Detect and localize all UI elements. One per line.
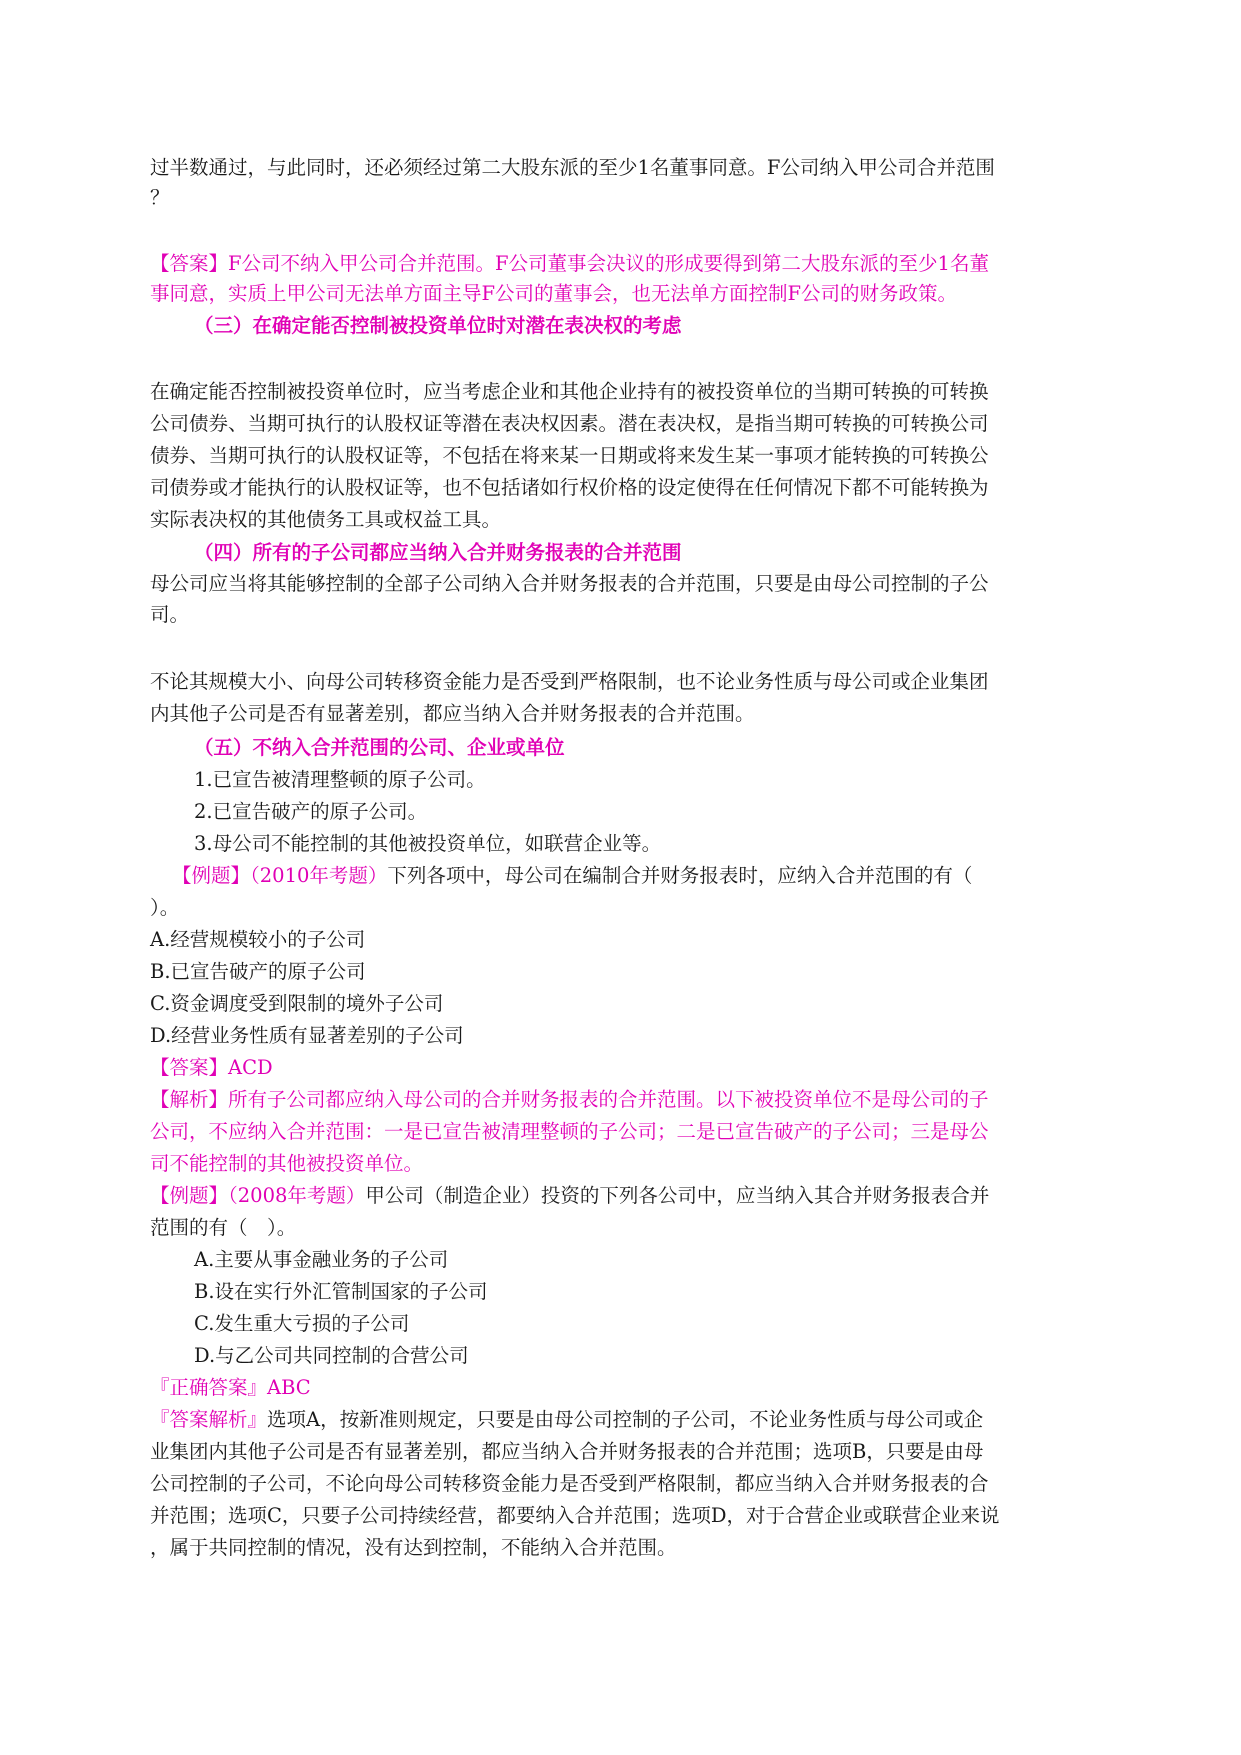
example-question-line [172,861,1112,891]
analysis-line: 公司控制的子公司，不论向母公司转移资金能力是否受到严格限制，都应当纳入合并财务报表的合 [150,1472,989,1495]
analysis-text: 选项A，按新准则规定，只要是由母公司控制的子公司，不论业务性质与母公司或企 [267,1408,984,1431]
option-item: D.经营业务性质有显著差别的子公司 [150,1024,464,1047]
question-text-line: ？ [150,186,170,209]
example-tag: 【例题】（2010年考题） [172,864,388,887]
answer-text-line: 【答案】F公司不纳入甲公司合并范围。F公司董事会决议的形成要得到第二大股东派的至少1名董 [150,252,989,275]
example-question-line: 范围的有（ ）。 [150,1216,297,1239]
section-heading: （四）所有的子公司都应当纳入合并财务报表的合并范围 [194,541,682,564]
example-tag: 【例题】（2008年考题） [150,1184,366,1207]
analysis-line: 并范围；选项C，只要子公司持续经营，都要纳入合并范围；选项D，对于合营企业或联营企业来说 [150,1504,1000,1527]
example-question-text: 下列各项中，母公司在编制合并财务报表时，应纳入合并范围的有（ [387,864,973,887]
option-item: A.经营规模较小的子公司 [150,928,366,951]
option-item: D.与乙公司共同控制的合营公司 [194,1344,469,1367]
answer-line: 【答案】ACD [150,1056,273,1079]
paragraph-line: 公司债券、当期可执行的认股权证等潜在表决权因素。潜在表决权，是指当期可转换的可转换公司 [150,412,989,435]
paragraph-line: 在确定能否控制被投资单位时，应当考虑企业和其他企业持有的被投资单位的当期可转换的可转换 [150,380,989,403]
list-item: 1.已宣告被清理整顿的原子公司。 [194,768,486,791]
question-text-line: 过半数通过，与此同时，还必须经过第二大股东派的至少1名董事同意。F公司纳入甲公司合并范围 [150,156,995,179]
paragraph-line: 债券、当期可执行的认股权证等，不包括在将来某一日期或将来发生某一事项才能转换的可转换公 [150,444,989,467]
paragraph-line: 实际表决权的其他债务工具或权益工具。 [150,508,502,531]
analysis-line: 【解析】所有子公司都应纳入母公司的合并财务报表的合并范围。以下被投资单位不是母公司的子 [150,1088,989,1111]
example-question-text: 甲公司（制造企业）投资的下列各公司中，应当纳入其合并财务报表合并 [365,1184,990,1207]
example-question-line: ）。 [150,896,180,919]
paragraph-line: 司债券或才能执行的认股权证等，也不包括诸如行权价格的设定使得在任何情况下都不可能转换为 [150,476,989,499]
analysis-line [150,1405,1090,1435]
section-heading: （五）不纳入合并范围的公司、企业或单位 [194,736,565,759]
answer-line: 『正确答案』ABC [150,1376,311,1399]
option-item: B.已宣告破产的原子公司 [150,960,366,983]
paragraph-line: 内其他子公司是否有显著差别，都应当纳入合并财务报表的合并范围。 [150,702,755,725]
option-item: B.设在实行外汇管制国家的子公司 [194,1280,488,1303]
paragraph-line: 司。 [150,603,190,626]
list-item: 3.母公司不能控制的其他被投资单位，如联营企业等。 [194,832,662,855]
paragraph-line: 不论其规模大小、向母公司转移资金能力是否受到严格限制，也不论业务性质与母公司或企业集团 [150,670,989,693]
analysis-tag: 『答案解析』 [150,1408,268,1431]
list-item: 2.已宣告破产的原子公司。 [194,800,428,823]
section-heading: （三）在确定能否控制被投资单位时对潜在表决权的考虑 [194,314,682,337]
analysis-line: 业集团内其他子公司是否有显著差别，都应当纳入合并财务报表的合并范围；选项B，只要是由母 [150,1440,984,1463]
example-question-line [150,1181,1090,1211]
option-item: C.资金调度受到限制的境外子公司 [150,992,444,1015]
paragraph-line: 母公司应当将其能够控制的全部子公司纳入合并财务报表的合并范围，只要是由母公司控制的子公 [150,572,989,595]
option-item: C.发生重大亏损的子公司 [194,1312,410,1335]
analysis-line: 公司，不应纳入合并范围：一是已宣告被清理整顿的子公司；二是已宣告破产的子公司；三是母公 [150,1120,989,1143]
option-item: A.主要从事金融业务的子公司 [194,1248,449,1271]
answer-text-line: 事同意，实质上甲公司无法单方面主导F公司的董事会，也无法单方面控制F公司的财务政策。 [150,282,958,305]
analysis-line: ，属于共同控制的情况，没有达到控制，不能纳入合并范围。 [150,1536,677,1559]
analysis-line: 司不能控制的其他被投资单位。 [150,1152,424,1175]
